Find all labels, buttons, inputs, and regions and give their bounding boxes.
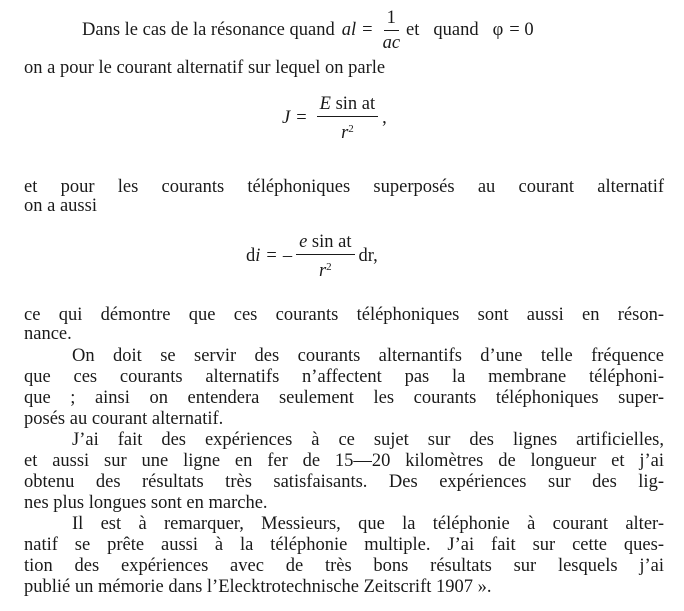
eq2-tail: dr, [358, 246, 378, 266]
eq1-trail: , [382, 108, 387, 128]
equation-telephonic [246, 232, 378, 281]
intro-et: et [406, 20, 420, 40]
eq1-fraction [317, 94, 379, 143]
eq2-equals: = [266, 246, 277, 266]
text-line: J’ai fait des expériences à ce sujet sur des lignes artificielles, [72, 430, 664, 450]
text-line: et aussi sur une ligne en fer de 15—20 kilomètres de longueur et j’ai [24, 451, 664, 471]
intro-text: Dans le cas de la résonance quand [82, 20, 335, 40]
text-line: publié un mémorie dans l’Elecktrotechnische Zeitscrift 1907 ». [24, 577, 492, 597]
text-line: ce qui démontre que ces courants téléphoniques sont aussi en réson- [24, 305, 664, 325]
eq1-denominator: $r^2$ [341, 123, 354, 143]
eq2-lhs-d: d [246, 246, 256, 266]
intro-equals: = [362, 20, 373, 40]
eq1-lhs: J [282, 108, 291, 128]
text-line: Il est à remarquer, Messieurs, que la téléphonie à courant alter- [72, 514, 664, 534]
intro-phi-equals: = 0 [509, 20, 534, 40]
equation-current [282, 94, 387, 143]
intro-lhs: al [341, 20, 357, 40]
text-line: On doit se servir des courants alternantifs d’une telle fréquence [72, 346, 664, 366]
intro-phi: φ [492, 20, 504, 40]
text-line: que ; ainsi on entendera seulement les courants téléphoniques super- [24, 388, 664, 408]
text-line: obtenu des résultats très satisfaisants. Des expériences sur des lig- [24, 472, 664, 492]
intro-fraction-numerator: 1 [384, 8, 399, 31]
eq2-lhs-i: i [255, 246, 261, 266]
text-line: nes plus longues sont en marche. [24, 493, 268, 513]
text-line: que ces courants alternatifs n’affectent pas la membrane téléphoni- [24, 367, 664, 387]
text-line: et pour les courants téléphoniques superposés au courant alternatif [24, 177, 664, 197]
text-line: on a aussi [24, 196, 97, 216]
eq2-numerator: e sin at [296, 232, 354, 255]
text-line: posés au courant alternatif. [24, 409, 224, 429]
eq2-minus: – [282, 246, 293, 266]
intro-quand: quand [433, 20, 479, 40]
text-line: on a pour le courant alternatif sur lequel on parle [24, 58, 386, 78]
intro-fraction [383, 8, 400, 53]
eq1-equals: = [296, 108, 307, 128]
eq1-numerator: E sin at [317, 94, 379, 117]
text-line: natif se prête aussi à la téléphonie multiple. J’ai fait sur cette ques- [24, 535, 664, 555]
intro-line [82, 8, 534, 53]
eq2-denominator: $r^2$ [318, 261, 332, 281]
text-line: tion des expériences avec de très bons résultats sur lesquels j’ai [24, 556, 664, 576]
eq2-fraction [296, 232, 354, 281]
text-line: nance. [24, 324, 72, 344]
intro-fraction-denominator: ac [382, 33, 401, 53]
